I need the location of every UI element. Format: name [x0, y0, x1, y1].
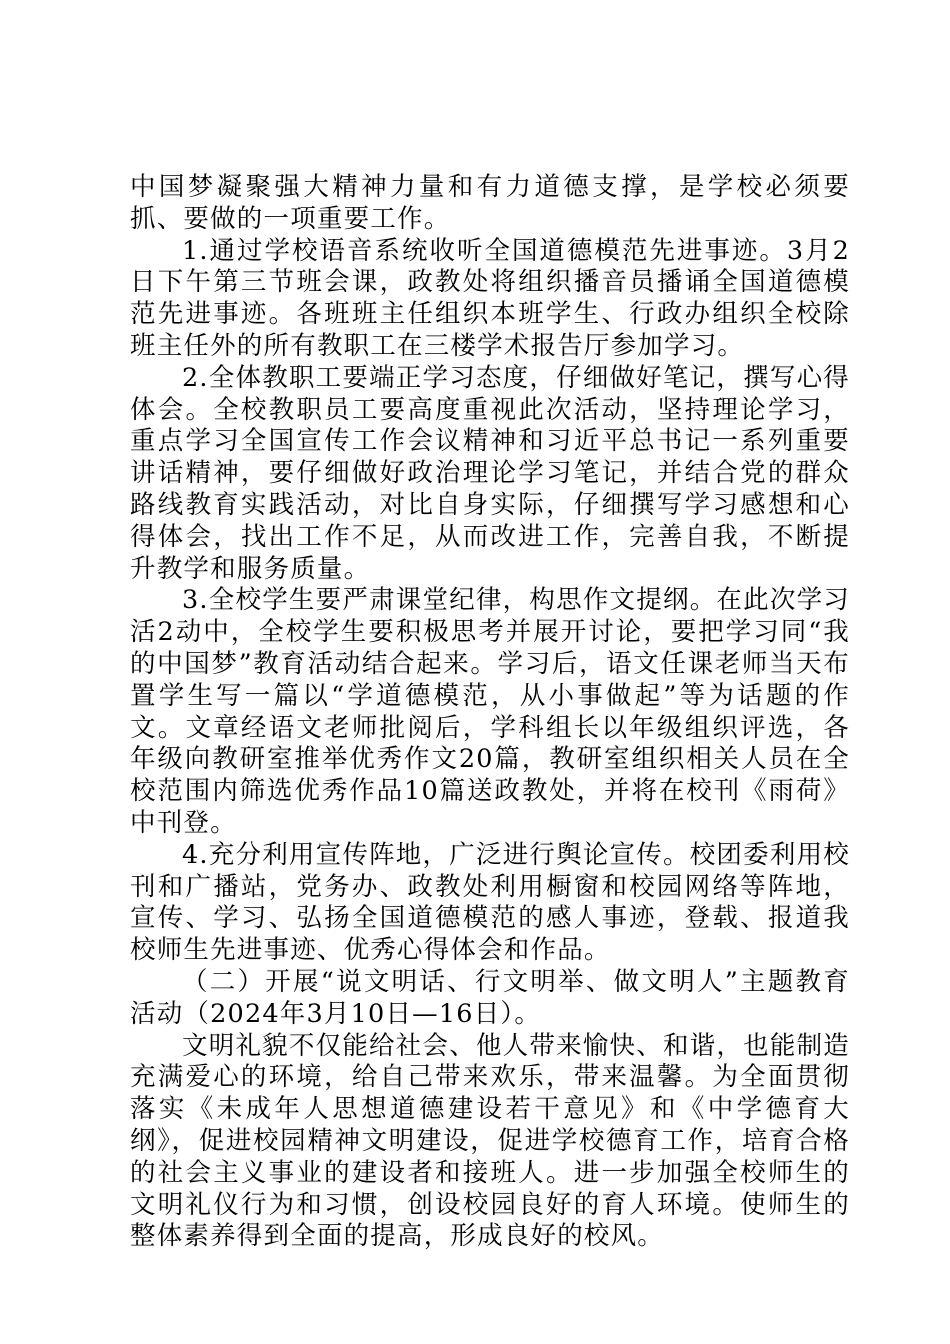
- paragraph-item-3: 3.全校学生要严肃课堂纪律，构思作文提纲。在此次学习活2动中，全校学生要积极思考并展开讨论，要把学习同“我的中国梦”教育活动结合起来。学习后，语文任课老师当天布置学生写一篇以“学道德模范，从小事做起”等为话题的作文。文章经语文老师批阅后，学科组长以年级组织评选，各年级向教研室推举优秀作文20篇，教研室组织相关人员在全校范围内筛选优秀作品10篇送政教处，并将在校刊《雨荷》中刊登。: [130, 585, 850, 838]
- paragraph-civility: 文明礼貌不仅能给社会、他人带来愉快、和谐，也能制造充满爱心的环境，给自己带来欢乐，带来温馨。为全面贯彻落实《未成年人思想道德建设若干意见》和《中学德育大纲》，促进校园精神文明建设，促进学校德育工作，培育合格的社会主义事业的建设者和接班人。进一步加强全校师生的文明礼仪行为和习惯，创设校园良好的育人环境。使师生的整体素养得到全面的提高，形成良好的校风。: [130, 1030, 850, 1252]
- paragraph-continuation: 中国梦凝聚强大精神力量和有力道德支撑，是学校必须要抓、要做的一项重要工作。: [130, 172, 850, 234]
- paragraph-item-2: 2.全体教职工要端正学习态度，仔细做好笔记，撰写心得体会。全校教职员工要高度重视此次活动，坚持理论学习，重点学习全国宣传工作会议精神和习近平总书记一系列重要讲话精神，要仔细做好政治理论学习笔记，并结合党的群众路线教育实践活动，对比自身实际，仔细撰写学习感想和心得体会，找出工作不足，从而改进工作，完善自我，不断提升教学和服务质量。: [130, 362, 850, 584]
- paragraph-item-1: 1.通过学校语音系统收听全国道德模范先进事迹。3月2日下午第三节班会课，政教处将组织播音员播诵全国道德模范先进事迹。各班班主任组织本班学生、行政办组织全校除班主任外的所有教职工在三楼学术报告厅参加学习。: [130, 235, 850, 361]
- section-heading-2: （二）开展“说文明话、行文明举、做文明人”主题教育活动（2024年3月10日—16日）。: [130, 966, 850, 1029]
- document-body: [130, 172, 850, 1253]
- paragraph-item-4: 4.充分利用宣传阵地，广泛进行舆论宣传。校团委利用校刊和广播站，党务办、政教处利用橱窗和校园网络等阵地，宣传、学习、弘扬全国道德模范的感人事迹，登载、报道我校师生先进事迹、优秀心得体会和作品。: [130, 839, 850, 966]
